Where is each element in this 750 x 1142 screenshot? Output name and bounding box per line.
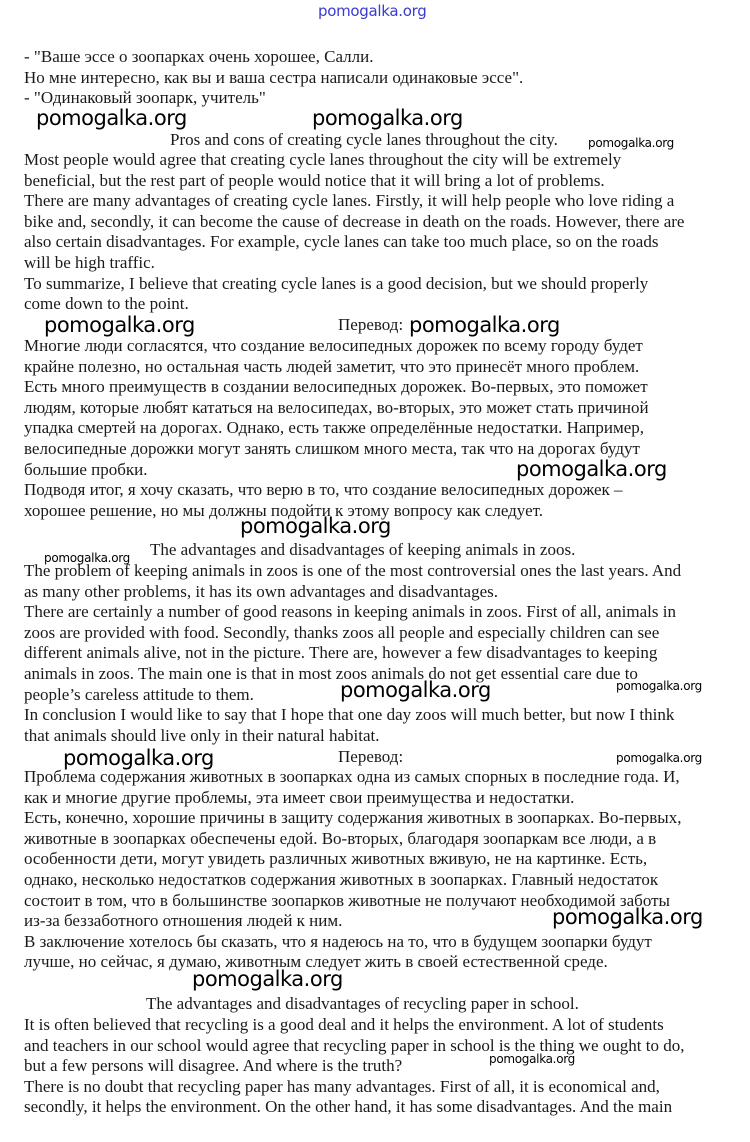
watermark: pomogalka.org [616, 679, 702, 693]
text-line: упадка смертей на дорогах. Однако, есть также определённые недостатки. Например, [24, 418, 645, 438]
text-line: as many other problems, it has its own advantages and disadvantages. [24, 581, 498, 601]
text-line: beneficial, but the rest part of people would notice that it will bring a lot of problems. [24, 170, 605, 190]
text-line: Есть много преимуществ в создании велосипедных дорожек. Во-первых, это поможет [24, 377, 648, 397]
text-line: and teachers in our school would agree that recycling paper in school is the thing we ought to do, [24, 1035, 685, 1055]
text-line: people’s careless attitude to them. [24, 684, 254, 704]
watermark: pomogalka.org [44, 551, 130, 565]
essay3-body [24, 1015, 684, 1118]
text-line: will be high traffic. [24, 252, 155, 272]
watermark: pomogalka.org [409, 313, 560, 337]
text-line: велосипедные дорожки могут занять слишком много места, так что на дорогах будут [24, 438, 640, 458]
watermark: pomogalka.org [616, 751, 702, 765]
watermark: pomogalka.org [192, 967, 343, 991]
essay2-translation-label: Перевод: [338, 747, 404, 766]
text-line: состоит в том, что в большинстве зоопарков животные не получают необходимой заботы [24, 890, 670, 910]
text-line: однако, несколько недостатков содержания животных в зоопарках. Главный недостаток [24, 869, 659, 889]
essay2-translation [24, 767, 681, 973]
watermark: pomogalka.org [36, 106, 187, 130]
text-line: bike and, secondly, it can become the cause of decrease in death on the roads. However, there are [24, 211, 685, 231]
text-line: It is often believed that recycling is a good deal and it helps the environment. A lot of students [24, 1015, 664, 1034]
text-line: There is no doubt that recycling paper has many advantages. First of all, it is economical and, [24, 1076, 660, 1096]
text-line: that animals should live only in their natural habitat. [24, 725, 380, 745]
text-line: большие пробки. [24, 459, 148, 479]
text-line: To summarize, I believe that creating cycle lanes is a good decision, but we should properly [24, 273, 649, 293]
text-line: but a few persons will disagree. And where is the truth? [24, 1056, 403, 1076]
text-line: zoos are provided with food. Secondly, thanks zoos all people and especially children can see [24, 622, 660, 642]
text-line: Но мне интересно, как вы и ваша сестра написали одинаковые эссе". [24, 67, 524, 87]
essay1-translation [24, 336, 649, 521]
watermark: pomogalka.org [588, 136, 674, 150]
text-line: особенности дети, могут увидеть различных животных вживую, не на картинке. Есть, [24, 849, 648, 869]
text-line: Многие люди согласятся, что создание велосипедных дорожек по всему городу будет [24, 336, 643, 355]
text-line: Подводя итог, я хочу сказать, что верю в то, что создание велосипедных дорожек – [24, 480, 623, 500]
watermark: pomogalka.org [340, 678, 491, 702]
watermark: pomogalka.org [552, 905, 703, 929]
essay2-body [24, 561, 681, 746]
watermark: pomogalka.org [44, 313, 195, 337]
text-line: different animals alive, not in the picture. There are, however a few disadvantages to keeping [24, 643, 658, 663]
text-line: In conclusion I would like to say that I hope that one day zoos will much better, but now I think [24, 705, 675, 725]
text-line: animals in zoos. The main one is that in most zoos animals do not get essential care due to [24, 663, 638, 683]
text-line: лучше, но сейчас, я думаю, животным следует жить в своей естественной среде. [24, 952, 608, 972]
text-line: - "Ваше эссе о зоопарках очень хорошее, Салли. [24, 47, 374, 66]
essay1-translation-label: Перевод: [338, 315, 404, 334]
text-line: крайне полезно, но остальная часть людей заметит, что это принесёт много проблем. [24, 356, 640, 376]
watermark: pomogalka.org [516, 457, 667, 481]
watermark: pomogalka.org [63, 746, 214, 770]
intro-dialogue [24, 47, 523, 109]
text-line: как и многие другие проблемы, эта имеет свои преимущества и недостатки. [24, 787, 575, 807]
watermark: pomogalka.org [240, 514, 391, 538]
text-line: Most people would agree that creating cycle lanes throughout the city will be extremely [24, 150, 622, 169]
text-line: Проблема содержания животных в зоопарках одна из самых спорных в последние года. И, [24, 767, 680, 786]
text-line: В заключение хотелось бы сказать, что я надеюсь на то, что в будущем зоопарки будут [24, 931, 652, 951]
text-line: come down to the point. [24, 294, 189, 314]
essay1-title: Pros and cons of creating cycle lanes throughout the city. [170, 130, 558, 149]
text-line: There are many advantages of creating cycle lanes. Firstly, it will help people who love riding a [24, 191, 675, 211]
essay1-body [24, 150, 684, 315]
text-line: людям, которые любят кататься на велосипедах, во-вторых, это может стать причиной [24, 397, 649, 417]
text-line: хорошее решение, но мы должны подойти к этому вопросу как следует. [24, 500, 544, 520]
text-line: животные в зоопарках обеспечены едой. Во-вторых, благодаря зоопаркам все люди, а в [24, 828, 657, 848]
watermark: pomogalka.org [489, 1052, 575, 1066]
text-line: secondly, it helps the environment. On the other hand, it has some disadvantages. And the main [24, 1097, 673, 1117]
text-line: Есть, конечно, хорошие причины в защиту содержания животных в зоопарках. Во-первых, [24, 808, 682, 828]
text-line: из-за беззаботного отношения людей к ним. [24, 911, 343, 931]
essay2-title: The advantages and disadvantages of keeping animals in zoos. [150, 540, 576, 559]
text-line: The problem of keeping animals in zoos is one of the most controversial ones the last years. And [24, 561, 682, 580]
text-line: also certain disadvantages. For example, cycle lanes can take too much place, so on the roads [24, 232, 659, 252]
text-line: - "Одинаковый зоопарк, учитель" [24, 88, 266, 108]
watermark-header[interactable]: pomogalka.org [318, 2, 427, 20]
text-line: There are certainly a number of good reasons in keeping animals in zoos. First of all, animals in [24, 602, 676, 622]
essay3-title: The advantages and disadvantages of recycling paper in school. [146, 994, 579, 1013]
watermark: pomogalka.org [312, 106, 463, 130]
